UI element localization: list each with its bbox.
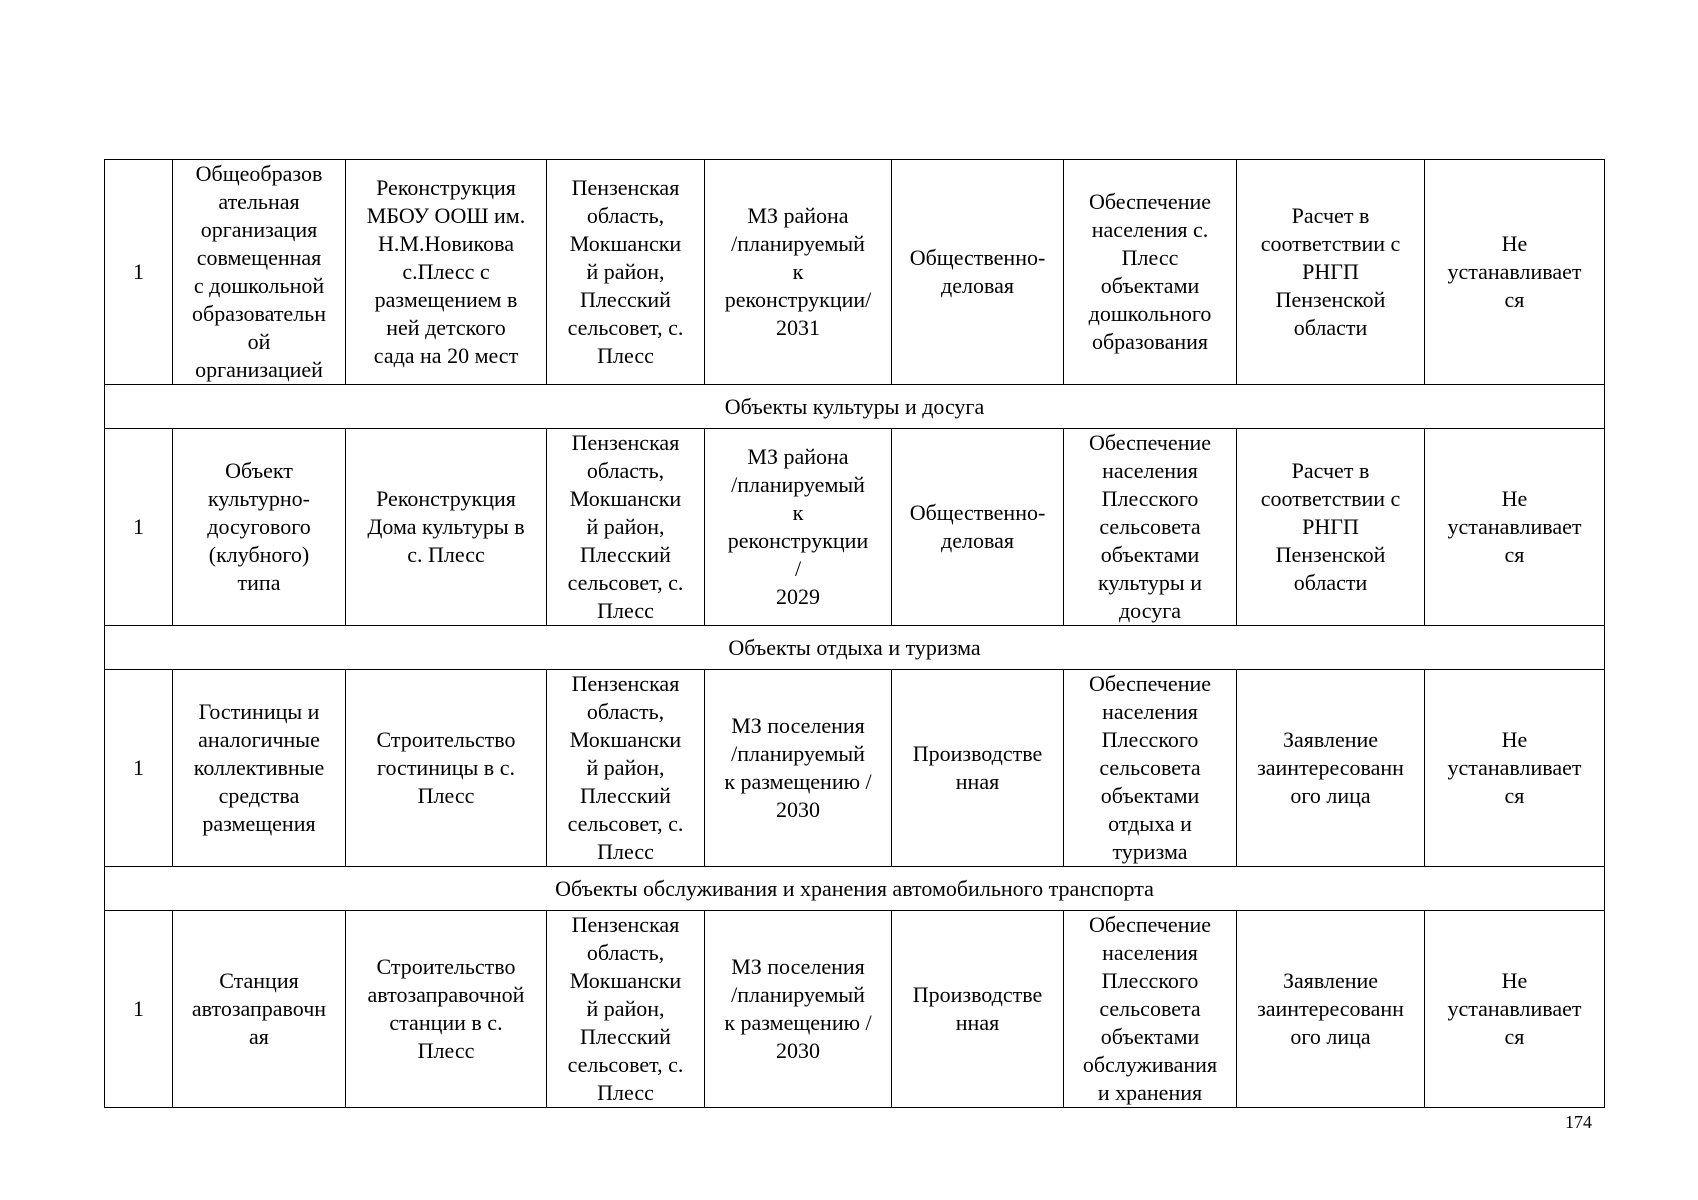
cell-line: к размещению /: [724, 1010, 872, 1035]
section-header-row: [105, 626, 1605, 670]
cell-line: области: [1293, 315, 1368, 340]
cell-line: населения: [1102, 458, 1198, 483]
cell-line: Мокшански: [569, 231, 682, 256]
cell-line: Объект: [225, 458, 293, 483]
cell-line: Не: [1501, 486, 1528, 511]
cell-line: Плесский: [580, 1024, 671, 1049]
cell-zone: [892, 160, 1064, 385]
cell-protection-zone: [1425, 429, 1605, 626]
cell-protection-zone: [1425, 670, 1605, 867]
cell-line: Дома культуры в: [367, 514, 525, 539]
cell-line: Плесс: [597, 839, 654, 864]
cell-line: реконструкции: [727, 528, 869, 553]
cell-line: сельсовета: [1099, 514, 1201, 539]
cell-line: 1: [133, 514, 144, 539]
cell-line: Гостиницы и: [198, 699, 320, 724]
section-title: Объекты отдыха и туризма: [105, 626, 1605, 670]
cell-line: образования: [1091, 329, 1209, 354]
cell-line: к размещению /: [724, 769, 872, 794]
cell-line: Реконструкция: [376, 175, 516, 200]
cell-status-term: [705, 911, 892, 1108]
cell-line: отдыха и: [1108, 811, 1192, 836]
cell-line: Плесс: [1121, 245, 1179, 270]
cell-protection-zone: [1425, 160, 1605, 385]
cell-line: Плесского: [1101, 968, 1199, 993]
cell-line: с. Плесс: [407, 542, 485, 567]
cell-location: [547, 429, 705, 626]
cell-number: [105, 670, 173, 867]
cell-line: /планируемый: [731, 982, 865, 1007]
cell-protection-zone: [1425, 911, 1605, 1108]
cell-line: населения: [1102, 699, 1198, 724]
cell-line: Строительство: [376, 727, 516, 752]
cell-zone: [892, 911, 1064, 1108]
cell-line: МЗ поселения: [731, 713, 865, 738]
cell-line: реконструкции/: [724, 287, 872, 312]
cell-line: сельсовета: [1099, 755, 1201, 780]
cell-line: МЗ поселения: [731, 954, 865, 979]
cell-line: Н.М.Новикова: [378, 231, 514, 256]
cell-line: РНГП: [1302, 514, 1359, 539]
cell-line: сада на 20 мест: [373, 343, 519, 368]
cell-line: станции в с.: [389, 1010, 503, 1035]
cell-line: автозаправочной: [367, 982, 525, 1007]
cell-line: Пензенская: [571, 430, 680, 455]
cell-line: ней детского: [386, 315, 506, 340]
cell-line: Заявление: [1282, 727, 1379, 752]
cell-line: область,: [586, 203, 665, 228]
cell-line: Не: [1501, 231, 1528, 256]
cell-location: [547, 670, 705, 867]
cell-line: культурно-: [207, 486, 310, 511]
cell-line: к: [792, 500, 804, 525]
cell-line: Обеспечение: [1089, 430, 1211, 455]
cell-line: Плесс: [597, 343, 654, 368]
cell-line: ательная: [218, 189, 300, 214]
cell-line: устанавливает: [1447, 514, 1582, 539]
cell-line: соответствии с: [1260, 231, 1401, 256]
cell-line: досугового: [207, 514, 311, 539]
cell-line: Строительство: [376, 954, 516, 979]
cell-justification: [1064, 160, 1237, 385]
cell-line: культуры и: [1098, 570, 1202, 595]
cell-line: 1: [133, 755, 144, 780]
cell-line: Расчет в: [1291, 458, 1370, 483]
cell-line: Не: [1501, 727, 1528, 752]
cell-line: организация: [200, 217, 318, 242]
cell-line: Мокшански: [569, 968, 682, 993]
cell-line: ого лица: [1290, 783, 1371, 808]
cell-number: [105, 911, 173, 1108]
cell-line: Плесс: [417, 1038, 475, 1063]
cell-line: /: [794, 556, 802, 581]
planned-objects-table: [104, 159, 1605, 1108]
cell-line: (клубного): [208, 542, 310, 567]
cell-justification: [1064, 429, 1237, 626]
cell-purpose: [346, 911, 547, 1108]
cell-line: /планируемый: [731, 472, 865, 497]
cell-line: РНГП: [1302, 259, 1359, 284]
cell-line: нная: [955, 769, 1000, 794]
cell-line: ся: [1504, 1024, 1525, 1049]
cell-line: размещения: [202, 811, 316, 836]
cell-line: сельсовет, с.: [567, 1052, 684, 1077]
cell-line: Пензенская: [571, 671, 680, 696]
cell-line: Общественно-: [909, 500, 1046, 525]
cell-line: 2030: [776, 1038, 820, 1063]
cell-line: Заявление: [1282, 968, 1379, 993]
section-title: Объекты обслуживания и хранения автомобильного транспорта: [105, 867, 1605, 911]
cell-line: устанавливает: [1447, 996, 1582, 1021]
cell-line: Мокшански: [569, 486, 682, 511]
cell-line: сельсовета: [1099, 996, 1201, 1021]
cell-line: ая: [249, 1024, 269, 1049]
cell-line: й район,: [586, 259, 665, 284]
cell-line: Плесский: [580, 542, 671, 567]
cell-line: ой: [247, 329, 271, 354]
cell-line: аналогичные: [198, 727, 320, 752]
cell-line: область,: [586, 940, 665, 965]
cell-line: 2031: [776, 315, 820, 340]
cell-line: обслуживания: [1082, 1052, 1218, 1077]
cell-justification: [1064, 911, 1237, 1108]
cell-line: Общеобразов: [195, 161, 323, 186]
cell-line: Не: [1501, 968, 1528, 993]
cell-line: организацией: [195, 357, 323, 382]
cell-line: 1: [133, 259, 144, 284]
cell-line: устанавливает: [1447, 755, 1582, 780]
table-row: [105, 911, 1605, 1108]
cell-location: [547, 911, 705, 1108]
cell-line: деловая: [941, 528, 1014, 553]
cell-line: область,: [586, 699, 665, 724]
cell-line: типа: [237, 570, 281, 595]
cell-line: Реконструкция: [376, 486, 516, 511]
page-number: 174: [1565, 1112, 1592, 1132]
cell-line: й район,: [586, 996, 665, 1021]
cell-calculation-basis: [1237, 670, 1425, 867]
cell-line: деловая: [941, 273, 1014, 298]
cell-purpose: [346, 670, 547, 867]
cell-line: досуга: [1118, 598, 1181, 623]
cell-calculation-basis: [1237, 911, 1425, 1108]
cell-line: Общественно-: [909, 245, 1046, 270]
cell-line: Плесс: [597, 598, 654, 623]
cell-number: [105, 429, 173, 626]
cell-line: МЗ района: [747, 203, 849, 228]
cell-line: Пензенская: [571, 912, 680, 937]
cell-line: совмещенная: [196, 245, 322, 270]
cell-line: 2030: [776, 797, 820, 822]
cell-line: Пензенская: [571, 175, 680, 200]
cell-line: Плесс: [597, 1080, 654, 1105]
cell-purpose: [346, 160, 547, 385]
cell-line: Пензенской: [1275, 542, 1386, 567]
cell-calculation-basis: [1237, 160, 1425, 385]
cell-line: сельсовет, с.: [567, 570, 684, 595]
cell-line: с дошкольной: [193, 273, 325, 298]
cell-line: дошкольного: [1088, 301, 1212, 326]
cell-line: автозаправочн: [191, 996, 327, 1021]
cell-line: коллективные: [193, 755, 325, 780]
cell-line: населения с.: [1091, 217, 1209, 242]
cell-line: заинтересованн: [1257, 996, 1404, 1021]
cell-line: с.Плесс с: [402, 259, 490, 284]
cell-location: [547, 160, 705, 385]
cell-line: Плесский: [580, 783, 671, 808]
table-row: [105, 429, 1605, 626]
cell-line: объектами: [1100, 1024, 1200, 1049]
cell-line: Обеспечение: [1089, 671, 1211, 696]
cell-line: ся: [1504, 287, 1525, 312]
cell-line: туризма: [1112, 839, 1188, 864]
cell-line: устанавливает: [1447, 259, 1582, 284]
cell-line: Производстве: [912, 982, 1043, 1007]
cell-line: Плесского: [1101, 486, 1199, 511]
section-title: Объекты культуры и досуга: [105, 385, 1605, 429]
section-header-row: [105, 385, 1605, 429]
cell-line: и хранения: [1097, 1080, 1203, 1105]
cell-line: Расчет в: [1291, 203, 1370, 228]
cell-line: сельсовет, с.: [567, 315, 684, 340]
cell-line: /планируемый: [731, 231, 865, 256]
cell-line: Производстве: [912, 741, 1043, 766]
cell-line: заинтересованн: [1257, 755, 1404, 780]
cell-status-term: [705, 160, 892, 385]
cell-line: ся: [1504, 783, 1525, 808]
cell-line: й район,: [586, 755, 665, 780]
cell-line: ся: [1504, 542, 1525, 567]
table-row: [105, 160, 1605, 385]
cell-line: объектами: [1100, 542, 1200, 567]
cell-line: МБОУ ООШ им.: [366, 203, 526, 228]
table-row: [105, 670, 1605, 867]
cell-calculation-basis: [1237, 429, 1425, 626]
cell-line: сельсовет, с.: [567, 811, 684, 836]
cell-status-term: [705, 429, 892, 626]
cell-line: населения: [1102, 940, 1198, 965]
cell-line: Мокшански: [569, 727, 682, 752]
cell-line: /планируемый: [731, 741, 865, 766]
cell-line: размещением в: [374, 287, 518, 312]
cell-line: Пензенской: [1275, 287, 1386, 312]
cell-line: образовательн: [192, 301, 326, 326]
cell-line: Обеспечение: [1089, 912, 1211, 937]
cell-line: Плесского: [1101, 727, 1199, 752]
cell-object-type: [173, 160, 346, 385]
cell-line: области: [1293, 570, 1368, 595]
cell-line: нная: [955, 1010, 1000, 1035]
cell-line: область,: [586, 458, 665, 483]
cell-justification: [1064, 670, 1237, 867]
cell-zone: [892, 429, 1064, 626]
cell-object-type: [173, 670, 346, 867]
cell-line: гостиницы в с.: [377, 755, 515, 780]
cell-line: ого лица: [1290, 1024, 1371, 1049]
cell-line: 2029: [776, 584, 820, 609]
cell-status-term: [705, 670, 892, 867]
cell-object-type: [173, 429, 346, 626]
cell-purpose: [346, 429, 547, 626]
cell-line: МЗ района: [747, 444, 849, 469]
cell-line: 1: [133, 996, 144, 1021]
cell-line: к: [792, 259, 804, 284]
cell-line: объектами: [1100, 783, 1200, 808]
cell-line: соответствии с: [1260, 486, 1401, 511]
cell-line: Станция: [219, 968, 299, 993]
section-header-row: [105, 867, 1605, 911]
cell-number: [105, 160, 173, 385]
cell-line: средства: [218, 783, 300, 808]
cell-line: Обеспечение: [1089, 189, 1211, 214]
cell-line: объектами: [1100, 273, 1200, 298]
cell-line: й район,: [586, 514, 665, 539]
cell-object-type: [173, 911, 346, 1108]
cell-zone: [892, 670, 1064, 867]
cell-line: Плесс: [417, 783, 475, 808]
cell-line: Плесский: [580, 287, 671, 312]
